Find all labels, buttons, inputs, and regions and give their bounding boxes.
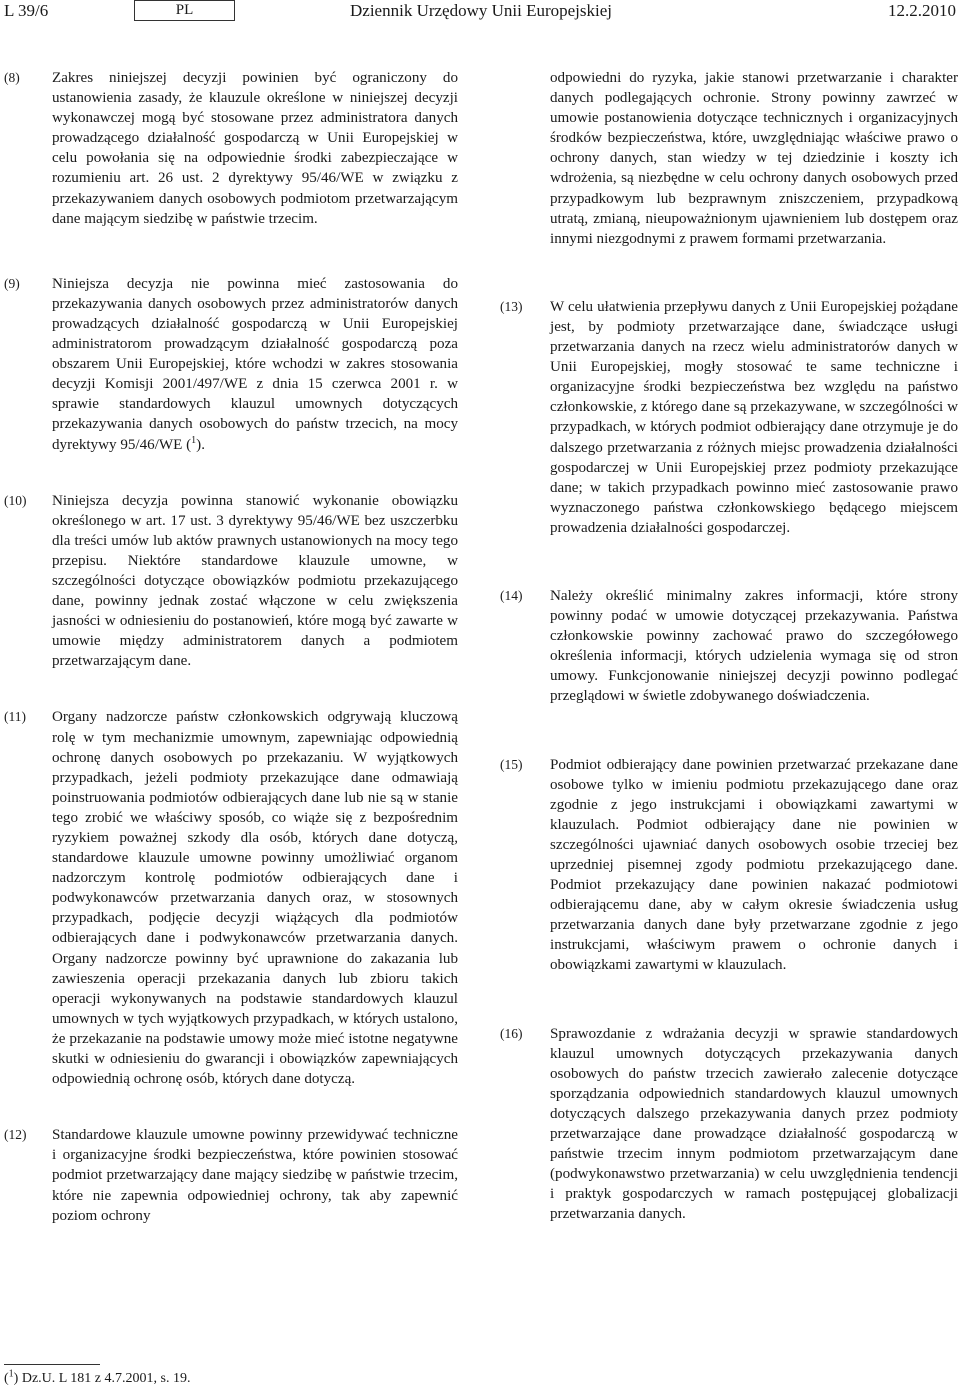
recital-15 [500, 755, 958, 976]
footnote-divider [4, 1364, 100, 1365]
page-reference: L 39/6 [4, 1, 49, 20]
journal-title: Dziennik Urzędowy Unii Europejskiej [350, 1, 613, 20]
recital-16 [500, 1024, 958, 1225]
recital-text: Zakres niniejszej decyzji powinien być ograniczony do ustanowienia zasady, że klauzule określone w niniejszej decyzji wykonawczej mogą być stosowane przez administratora danych prowadzącego działalność gospodarczą w Unii Europejskiej w celu powołania się na odpowiednie środki zabezpieczające w rozumieniu art. 26 ust. 2 dyrektywy 95/46/WE w związku z przekazywaniem danych osobowych podmiotom przetwarzającym dane mającym siedzibę w państwie trzecim. [52, 70, 458, 227]
recital-text: odpowiedni do ryzyka, jakie stanowi przetwarzanie i charakter danych podlegających ochronie. Strony powinny zawrzeć w umowie postanowienia dotyczące technicznych i organizacyjnych środków bezpieczeństwa, które, uwzględniając właściwe prawo o ochrony danych, stan wiedzy w tej dziedzinie i koszty ich wdrożenia, są niezbędne w celu ochrony danych osobowych przed przypadkowym lub bezprawnym zniszczeniem, przypadkową utratą, zmianą, nieupoważnionym ujawnieniem lub dostępem oraz innymi niezgodnymi z prawem formami przetwarzania. [550, 70, 958, 247]
publication-date: 12.2.2010 [888, 1, 956, 20]
recital-text: Niniejsza decyzja nie powinna mieć zastosowania do przekazywania danych osobowych przez administratorów danych prowadzących działalność gospodarczą w Unii Europejskiej administratorom prowadzącym działalność gospodarczą poza obszarem Unii Europejskiej, które wchodzi w zakres stosowania decyzji Komisji 2001/497/WE z dnia 15 czerwca 2001 r. w sprawie standardowych klauzul umownych dotyczących przekazywania danych osobowych do państw trzecich, na mocy dyrektywy 95/46/WE ($^1$). [52, 275, 458, 453]
recital-text: Organy nadzorcze państw członkowskich odgrywają kluczową rolę w tym mechanizmie umownym, zapewniając odpowiednią ochronę danych osobowych po przekazaniu. W wyjątkowych przypadkach, jeżeli podmioty przekazujące dane odmawiają poinstruowania podmiotów odbierających dane lub nie są w stanie tego zrobić we właściwy sposób, co wiąże się z bezpośrednim ryzykiem poważnej szkody dla osób, których dane dotyczą, standardowe klauzule umowne powinny umożliwiać organom nadzorczym kontrolę podmiotów odbierających dane i podwykonawców przetwarzania danych oraz, w stosownych przypadkach, podjęcie decyzji wiążących dla podmiotów odbierających dane i podwykonawców przetwarzania danych. Organy nadzorcze powinny być uprawnione do zakazania lub zawieszenia operacji przekazania danych lub zbioru takich operacji wykonywanych na podstawie standardowych klauzul umownych w tych wyjątkowych przypadkach, w których ustalono, że przekazanie na podstawie umowy może mieć istotne negatywne skutki w odniesieniu do gwarancji i obowiązków zapewniających odpowiednią ochronę osób, których dane dotyczą. [52, 709, 458, 1088]
footnote-text: Dz.U. L 181 z 4.7.2001, s. 19. [21, 1371, 191, 1386]
recital-number: (11) [4, 709, 26, 725]
recital-11 [4, 707, 458, 1089]
recital-text: Podmiot odbierający dane powinien przetwarzać przekazane dane osobowe tylko w imieniu podmiotu przekazującego dane oraz zgodnie z jego instrukcjami i obowiązkami zawartymi w klauzulach. Podmiot odbierający dane nie powinien w szczególności ujawniać danych osobowych osobie trzeciej bez uprzedniej pisemnej zgody podmiotu przekazującego dane. Podmiot przekazujący dane powinien nakazać podmiotowi odbierającemu dane, aby w całym okresie świadczenia usług przetwarzania danych dane były przetwarzane zgodnie z jego instrukcjami, właściwym prawem o ochronie danych i obowiązkami zawartymi w klauzulach. [550, 756, 958, 974]
recital-text: Standardowe klauzule umowne powinny przewidywać techniczne i organizacyjne środki bezpieczeństwa, które powinien stosować podmiot przetwarzający dane mający siedzibę w państwie trzecim, które nie zapewnia odpowiedniej ochrony, tak aby zapewnić poziom ochrony [52, 1127, 458, 1224]
footnote-reference[interactable]: 1 [191, 434, 197, 446]
page-header [0, 0, 960, 26]
recital-number: (8) [4, 70, 20, 85]
recital-number: (14) [500, 587, 523, 603]
recital-text: Sprawozdanie z wdrażania decyzji w sprawie standardowych klauzul umownych dotyczących przekazywania danych osobowych do państw trzecich zawierało zalecenie dotyczące sporządzania odpowiednich standardowych klauzul umownych dotyczących dalszego przekazywania danych przez podmioty przetwarzające dane prowadzące działalność gospodarczą w państwie trzecim innym podmiotom przetwarzającym dane (podwykonawstwo przetwarzania) w celu uwzględnienia tendencji i praktyk gospodarczych w ramach postępującej globalizacji przetwarzania danych. [550, 1025, 958, 1223]
language-badge: PL [134, 0, 235, 21]
left-column [4, 68, 458, 1226]
recital-14 [500, 586, 958, 707]
footnote: ($^1$) Dz.U. L 181 z 4.7.2001, s. 19. [4, 1368, 191, 1386]
right-column [500, 68, 958, 1225]
recital-number: (15) [500, 756, 523, 772]
recital-12-continuation [500, 68, 958, 249]
recital-number: (16) [500, 1025, 523, 1041]
recital-number: (10) [4, 492, 27, 508]
recital-number: (12) [4, 1127, 27, 1143]
recital-number: (13) [500, 298, 523, 314]
recital-8 [4, 68, 458, 229]
recital-13 [500, 297, 958, 538]
recital-12 [4, 1125, 458, 1225]
recital-text: Należy określić minimalny zakres informacji, które strony powinny podać w umowie dotyczącej przekazywania. Państwa członkowskie powinny zachować prawo do szczegółowego określenia informacji, których udzielenia wymaga się od stron umowy. Funkcjonowanie niniejszej decyzji powinno podlegać przeglądowi w świetle zdobywanego doświadczenia. [550, 587, 958, 705]
recital-9 [4, 274, 458, 455]
recital-number: (9) [4, 275, 20, 291]
recital-10 [4, 491, 458, 672]
recital-text: Niniejsza decyzja powinna stanowić wykonanie obowiązku określonego w art. 17 ust. 3 dyrektywy 95/46/WE bez uszczerbku dla treści umów lub aktów prawnych ustanowionych na mocy tego przepisu. Niektóre standardowe klauzule umowne, w szczególności dotyczące obowiązków podmiotu przekazującego dane, powinny jednak zostać włączone w celu zwiększenia jasności w odniesieniu do postanowień, które mogą być zawarte w umowie między administratorem danych a podmiotem przetwarzającym dane. [52, 492, 458, 670]
footnote-marker: 1 [8, 1368, 14, 1380]
recital-text: W celu ułatwienia przepływu danych z Unii Europejskiej pożądane jest, by podmioty przetwarzające dane, świadczące usługi przetwarzania danych na rzecz wielu administratorów danych w Unii Europejskiej, mogły stosować te same techniczne i organizacyjne środki bezpieczeństwa bez względu na państwo członkowskie, z którego dane są przekazywane, w szczególności w przypadkach, w których podmiot odbierający dane otrzymuje je do dalszego przetwarzania z różnych miejsc prowadzenia działalności gospodarczej w Unii Europejskiej przez podmioty przekazujące dane; w takich przypadkach powinno mieć zastosowanie prawo wyznaczonego państwa członkowskiego będącego miejscem prowadzenia działalności gospodarczej. [550, 298, 958, 536]
